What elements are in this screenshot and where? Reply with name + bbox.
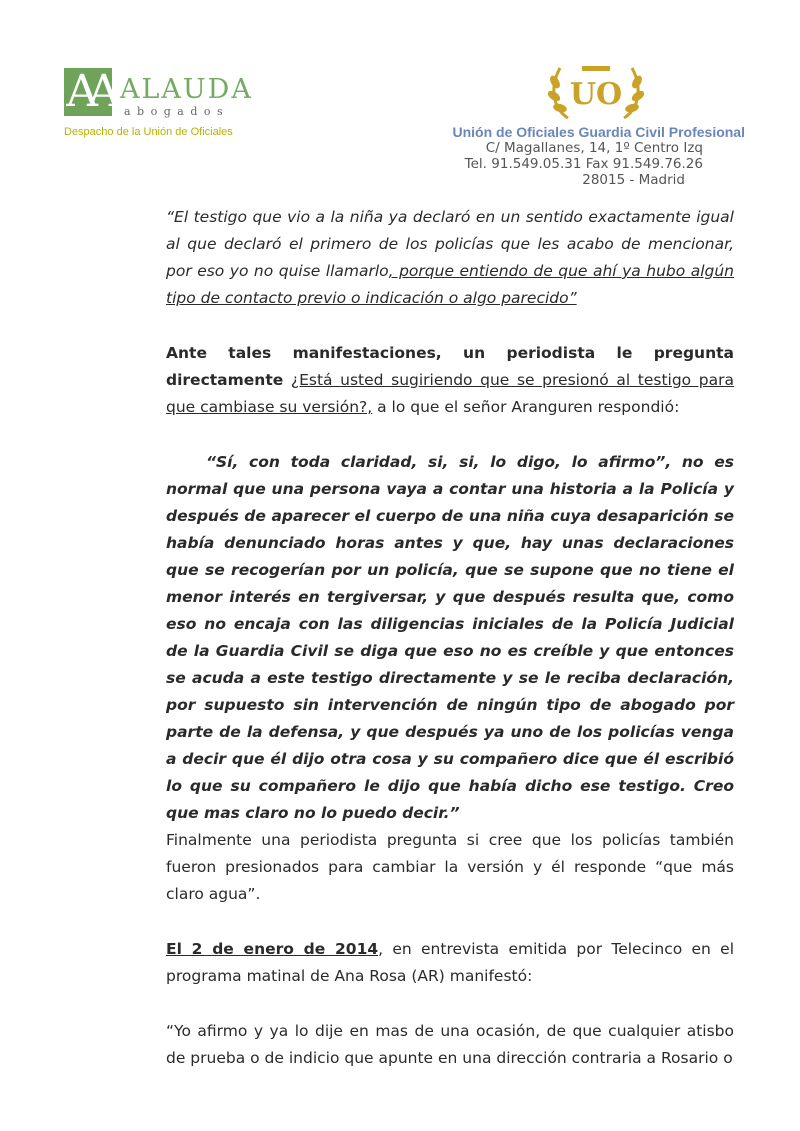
address-line-1: C/ Magallanes, 14, 1º Centro Izq bbox=[485, 140, 703, 156]
interview-date: El 2 de enero de 2014 bbox=[166, 940, 379, 958]
interview-intro bbox=[166, 936, 734, 990]
organization-block bbox=[440, 124, 745, 188]
logo-tagline: Despacho de la Unión de Oficiales bbox=[64, 126, 233, 138]
journalist-question bbox=[166, 340, 734, 421]
journalist-question-bold: Ante tales manifestaciones, un periodista le pregunta directamente bbox=[166, 344, 734, 389]
interview-quote: “Yo afirmo y ya lo dije en mas de una ocasión, de que cualquier atisbo de prueba o de indicio que apunte en una dirección contraria a Rosario o bbox=[166, 1022, 734, 1067]
organization-name: Unión de Oficiales Guardia Civil Profesional bbox=[452, 124, 745, 140]
address-line-3: 28015 - Madrid bbox=[582, 172, 685, 188]
laurel-emblem-icon bbox=[546, 60, 646, 124]
emblem-letters: UO bbox=[569, 77, 623, 112]
document-body bbox=[166, 204, 734, 1072]
logo-name: ALAUDA bbox=[120, 74, 253, 105]
quote-witness-underlined: , porque entiendo de que ahí ya hubo algún tipo de contacto previo o indicación o algo parecido” bbox=[166, 262, 734, 307]
final-question: Finalmente una periodista pregunta si cree que los policías también fueron presionados para cambiar la versión y él responde “que más claro agua”. bbox=[166, 831, 734, 903]
interview-intro-rest: , en entrevista emitida por Telecinco en el programa matinal de Ana Rosa (AR) manifestó: bbox=[166, 940, 735, 985]
journalist-question-underlined: ¿Está usted sugiriendo que se presionó al testigo para que cambiase su versión?, bbox=[166, 371, 734, 416]
quote-witness bbox=[166, 204, 734, 312]
aranguren-answer-text: “Sí, con toda claridad, si, si, lo digo, lo afirmo”, no es normal que una persona vaya a contar una historia a la Policía y después de aparecer el cuerpo de una niña cuya desaparición se había denunciado horas antes y que, hay unas declaraciones que se recogerían por un policía, que se supone que no tiene el menor interés en tergiversar, y que después resulta que, como eso no encaja con las diligencias iniciales de la Policía Judicial de la Guardia Civil se diga que eso no es creíble y que entonces se acuda a este testigo directamente y se le reciba declaración, por supuesto sin intervención de ningún tipo de abogado por parte de la defensa, y que después ya uno de los policías venga a decir que él dijo otra cosa y su compañero dice que él escribió lo que su compañero le dijo que había dicho ese testigo. Creo que mas claro no lo puedo decir.” bbox=[166, 453, 734, 822]
journalist-question-rest: a lo que el señor Aranguren respondió: bbox=[372, 398, 680, 416]
aranguren-answer bbox=[166, 449, 734, 827]
address-line-2: Tel. 91.549.05.31 Fax 91.549.76.26 bbox=[464, 156, 703, 172]
logo-mark: AA bbox=[64, 68, 112, 116]
logo-subtitle: abogados bbox=[124, 105, 230, 118]
quote-witness-text: “El testigo que vio a la niña ya declaró en un sentido exactamente igual al que declaró el primero de los policías que les acabo de mencionar, por eso yo no quise llamarlo bbox=[166, 208, 734, 280]
